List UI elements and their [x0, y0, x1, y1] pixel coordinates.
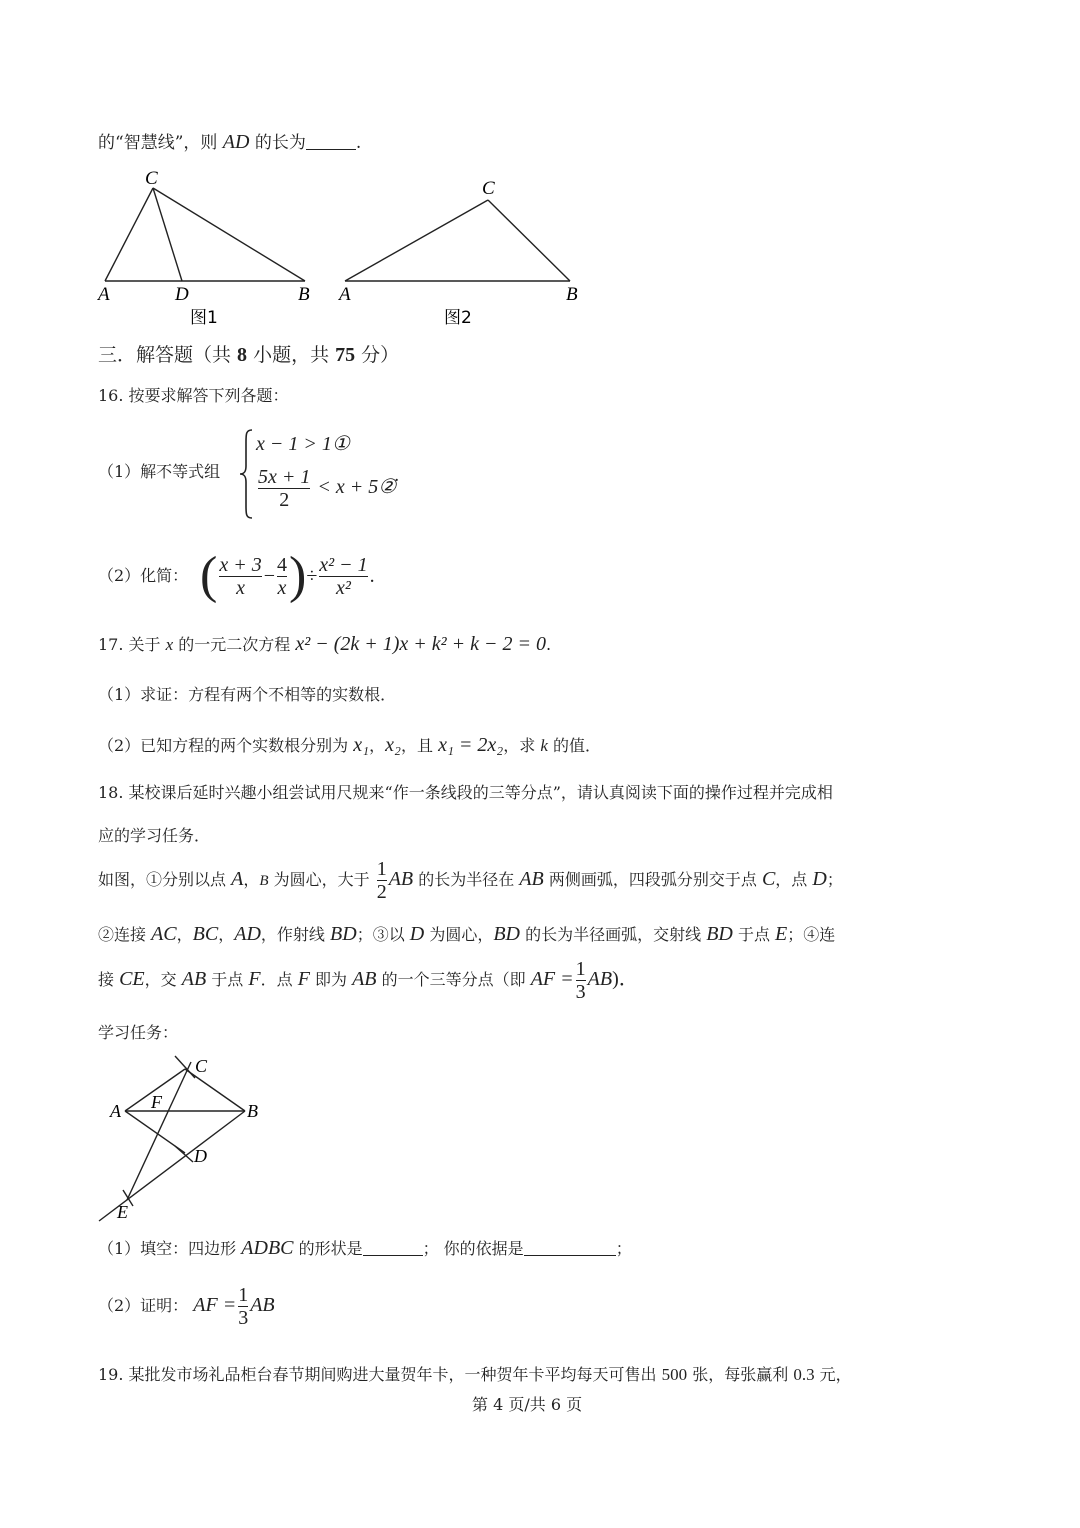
reason-answer-blank[interactable]: [524, 1239, 616, 1256]
q18-line5: 接 CE，交 AB 于点 F．点 F 即为 AB 的一个三等分点（即 AF = $\frac{1}{3}$ AB)．: [98, 958, 639, 1003]
fig2-label-B: B: [566, 284, 578, 305]
label-F: F: [151, 1092, 162, 1112]
segment-CE: [127, 1062, 191, 1200]
fig2-label-A: A: [339, 284, 351, 305]
inequality-2: $\frac{5x + 1}{2}$ < x + 5②: [258, 466, 397, 511]
simplify-expression: ( $\frac{x + 3}{x}$ − $\frac{4}{x}$ )÷ $\frac{\text{x² − 1}}{\text{x²}}$ .: [200, 547, 375, 604]
q18-line1: 18. 某校课后延时兴趣小组尝试用尺规来“作一条线段的三等分点”，请认真阅读下面的操作过程并完成相: [98, 783, 833, 802]
q16-part2-label: （2）化简：: [98, 566, 189, 585]
section-3-heading: 三．解答题（共 8 小题，共 75 分）: [98, 344, 400, 366]
answer-blank[interactable]: [306, 133, 356, 150]
quadratic-equation: x² − (2k + 1)x + k² + k − 2 = 0: [295, 633, 547, 655]
question-17-stem: 17. 关于 x 的一元二次方程 x² − (2k + 1)x + k² + k − 2 = 0.: [98, 633, 552, 655]
label-E: E: [117, 1202, 128, 1222]
q16-part1-label: （1）解不等式组: [98, 462, 221, 481]
page-footer: 第 4 页/共 6 页: [472, 1395, 583, 1414]
q18-line3: 如图，①分别以点 A，B 为圆心，大于 $\frac{1}{2}$ AB 的长为半径在 AB 两侧画弧，四段弧分别交于点 C，点 D；: [98, 858, 843, 903]
fig1-label-B: B: [298, 284, 310, 305]
right-paren: ): [288, 547, 307, 604]
label-D: D: [194, 1146, 207, 1166]
arc-mark-D: [175, 1146, 193, 1162]
segment-BC: [185, 1069, 245, 1111]
math-AD: AD: [222, 131, 250, 153]
q18-line2: 应的学习任务．: [98, 826, 211, 845]
fig1-label-A: A: [98, 284, 110, 305]
q17-part1: （1）求证：方程有两个不相等的实数根．: [98, 685, 397, 704]
question-16-stem: 16. 按要求解答下列各题：: [98, 386, 289, 405]
question-15-tail: 的“智慧线”，则 AD 的长为 .: [98, 131, 362, 153]
inequality-1: x − 1 > 1①: [256, 433, 350, 455]
shape-answer-blank[interactable]: [363, 1239, 423, 1256]
fig1-caption: 图1: [190, 308, 218, 328]
q18-part2: （2）证明： AF = $\frac{1}{3}$ AB: [98, 1284, 275, 1329]
label-C: C: [195, 1056, 208, 1076]
figure-2: [345, 200, 570, 281]
q18-part1: （1）填空：四边形 ADBC 的形状是 ； 你的依据是 ；: [98, 1237, 632, 1259]
question-19-stem: 19. 某批发市场礼品柜台春节期间购进大量贺年卡，一种贺年卡平均每天可售出 500 张，每张赢利 0.3 元，: [98, 1365, 852, 1384]
label-A: A: [110, 1101, 121, 1121]
fig2-label-C: C: [482, 178, 495, 199]
left-paren: (: [200, 547, 218, 604]
figure-1: [105, 188, 305, 281]
label-B: B: [247, 1101, 258, 1121]
fig2-caption: 图2: [444, 308, 472, 328]
brace-icon: [238, 428, 254, 520]
trisection-figure: [95, 1050, 275, 1225]
learning-task-label: 学习任务：: [98, 1023, 179, 1042]
fig1-label-C: C: [145, 168, 158, 189]
fig1-label-D: D: [175, 284, 189, 305]
q18-line4: ②连接 AC，BC，AD，作射线 BD；③以 D 为圆心，BD 的长为半径画弧，交射线 BD 于点 E；④连: [98, 923, 836, 945]
triangle-figures: [90, 160, 610, 335]
q17-part2: （2）已知方程的两个实数根分别为 x₁，x₂，且 x₁ = 2x₂，求 k 的值．: [98, 734, 601, 756]
